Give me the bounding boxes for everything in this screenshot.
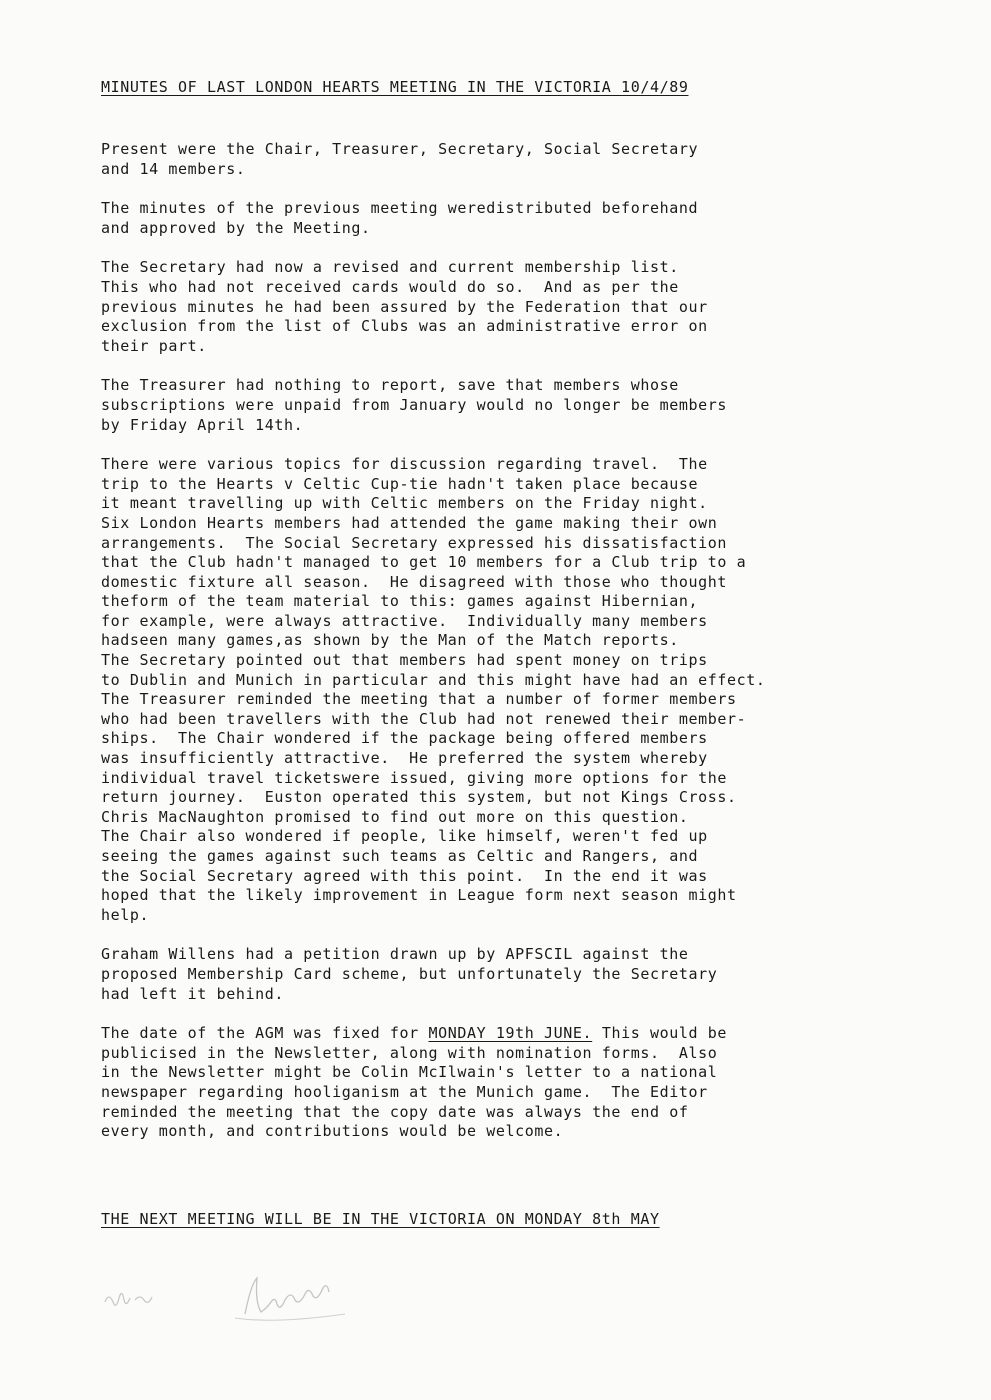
paragraph-line: subscriptions were unpaid from January would no longer be members bbox=[101, 395, 727, 414]
paragraph-line: their part. bbox=[101, 336, 207, 355]
paragraph-line: and 14 members. bbox=[101, 159, 246, 178]
paragraph-line: exclusion from the list of Clubs was an administrative error on bbox=[101, 317, 708, 336]
paragraph-line: proposed Membership Card scheme, but unfortunately the Secretary bbox=[101, 964, 718, 983]
agm-line: reminded the meeting that the copy date was always the end of bbox=[101, 1102, 689, 1121]
paragraph-line: The Treasurer reminded the meeting that a number of former members bbox=[101, 690, 737, 709]
paragraph-line: individual travel ticketswere issued, giving more options for the bbox=[101, 768, 727, 787]
paragraph-line: The minutes of the previous meeting weredistributed beforehand bbox=[101, 199, 699, 218]
paragraph-line: theform of the team material to this: games against Hibernian, bbox=[101, 592, 699, 611]
paragraph-line: return journey. Euston operated this system, but not Kings Cross. bbox=[101, 788, 737, 807]
paragraph-line: domestic fixture all season. He disagreed with those who thought bbox=[101, 572, 727, 591]
paragraph-line: Chris MacNaughton promised to find out more on this question. bbox=[101, 807, 689, 826]
paragraph-line: This who had not received cards would do so. And as per the bbox=[101, 277, 679, 296]
agm-line: every month, and contributions would be welcome. bbox=[101, 1122, 564, 1141]
paragraph-line: Graham Willens had a petition drawn up by APFSCIL against the bbox=[101, 945, 689, 964]
document-title: MINUTES OF LAST LONDON HEARTS MEETING IN THE VICTORIA 10/4/89 bbox=[101, 78, 689, 96]
paragraph-line: that the Club hadn't managed to get 10 members for a Club trip to a bbox=[101, 553, 747, 572]
agm-line: in the Newsletter might be Colin McIlwain's letter to a national bbox=[101, 1063, 718, 1082]
paragraph-line: the Social Secretary agreed with this point. In the end it was bbox=[101, 866, 708, 885]
paragraph-line: hoped that the likely improvement in League form next season might bbox=[101, 886, 737, 905]
agm-lines bbox=[101, 1044, 921, 1142]
minutes-document bbox=[101, 78, 921, 1162]
paragraph-line: Present were the Chair, Treasurer, Secretary, Social Secretary bbox=[101, 140, 699, 158]
paragraph-line: was insufficiently attractive. He preferred the system whereby bbox=[101, 749, 708, 768]
agm-first-line bbox=[101, 1024, 921, 1044]
paragraph-line: and approved by the Meeting. bbox=[101, 218, 371, 237]
paragraph-line: help. bbox=[101, 905, 150, 924]
minutes-paragraph bbox=[101, 199, 921, 238]
paragraph-line: had left it behind. bbox=[101, 984, 284, 1003]
agm-text-before: The date of the AGM was fixed for bbox=[101, 1024, 429, 1043]
paragraph-line: to Dublin and Munich in particular and this might have had an effect. bbox=[101, 670, 766, 689]
agm-text-after: This would be bbox=[592, 1024, 728, 1043]
paragraph-line: it meant travelling up with Celtic members on the Friday night. bbox=[101, 494, 708, 513]
minutes-body bbox=[101, 140, 921, 1004]
paragraph-line: arrangements. The Social Secretary expressed his dissatisfaction bbox=[101, 533, 727, 552]
minutes-paragraph bbox=[101, 140, 921, 179]
agm-line: publicised in the Newsletter, along with nomination forms. Also bbox=[101, 1043, 718, 1062]
paragraph-line: Six London Hearts members had attended the game making their own bbox=[101, 513, 718, 532]
paragraph-line: The Secretary pointed out that members had spent money on trips bbox=[101, 651, 708, 670]
minutes-paragraph bbox=[101, 455, 921, 925]
paragraph-line: previous minutes he had been assured by the Federation that our bbox=[101, 297, 708, 316]
paragraph-line: seeing the games against such teams as Celtic and Rangers, and bbox=[101, 847, 699, 865]
agm-date: MONDAY 19th JUNE. bbox=[428, 1024, 593, 1043]
agm-line: newspaper regarding hooliganism at the Munich game. The Editor bbox=[101, 1082, 708, 1101]
minutes-paragraph bbox=[101, 258, 921, 356]
paragraph-line: ships. The Chair wondered if the package being offered members bbox=[101, 729, 708, 748]
paragraph-line: The Treasurer had nothing to report, save that members whose bbox=[101, 376, 679, 395]
paragraph-line: trip to the Hearts v Celtic Cup-tie hadn't taken place because bbox=[101, 474, 699, 493]
minutes-paragraph bbox=[101, 945, 921, 1004]
next-meeting-notice: THE NEXT MEETING WILL BE IN THE VICTORIA ON MONDAY 8th MAY bbox=[101, 1210, 660, 1228]
minutes-paragraph bbox=[101, 376, 921, 435]
paragraph-line: The Chair also wondered if people, like himself, weren't fed up bbox=[101, 827, 708, 846]
agm-paragraph bbox=[101, 1024, 921, 1142]
paragraph-line: There were various topics for discussion regarding travel. The bbox=[101, 455, 708, 474]
paragraph-line: by Friday April 14th. bbox=[101, 415, 304, 434]
paragraph-line: for example, were always attractive. Individually many members bbox=[101, 611, 708, 630]
paragraph-line: The Secretary had now a revised and current membership list. bbox=[101, 258, 679, 277]
paragraph-line: who had been travellers with the Club had not renewed their member- bbox=[101, 709, 747, 728]
handwritten-signature bbox=[95, 1262, 355, 1342]
paragraph-line: hadseen many games,as shown by the Man of the Match reports. bbox=[101, 631, 679, 650]
